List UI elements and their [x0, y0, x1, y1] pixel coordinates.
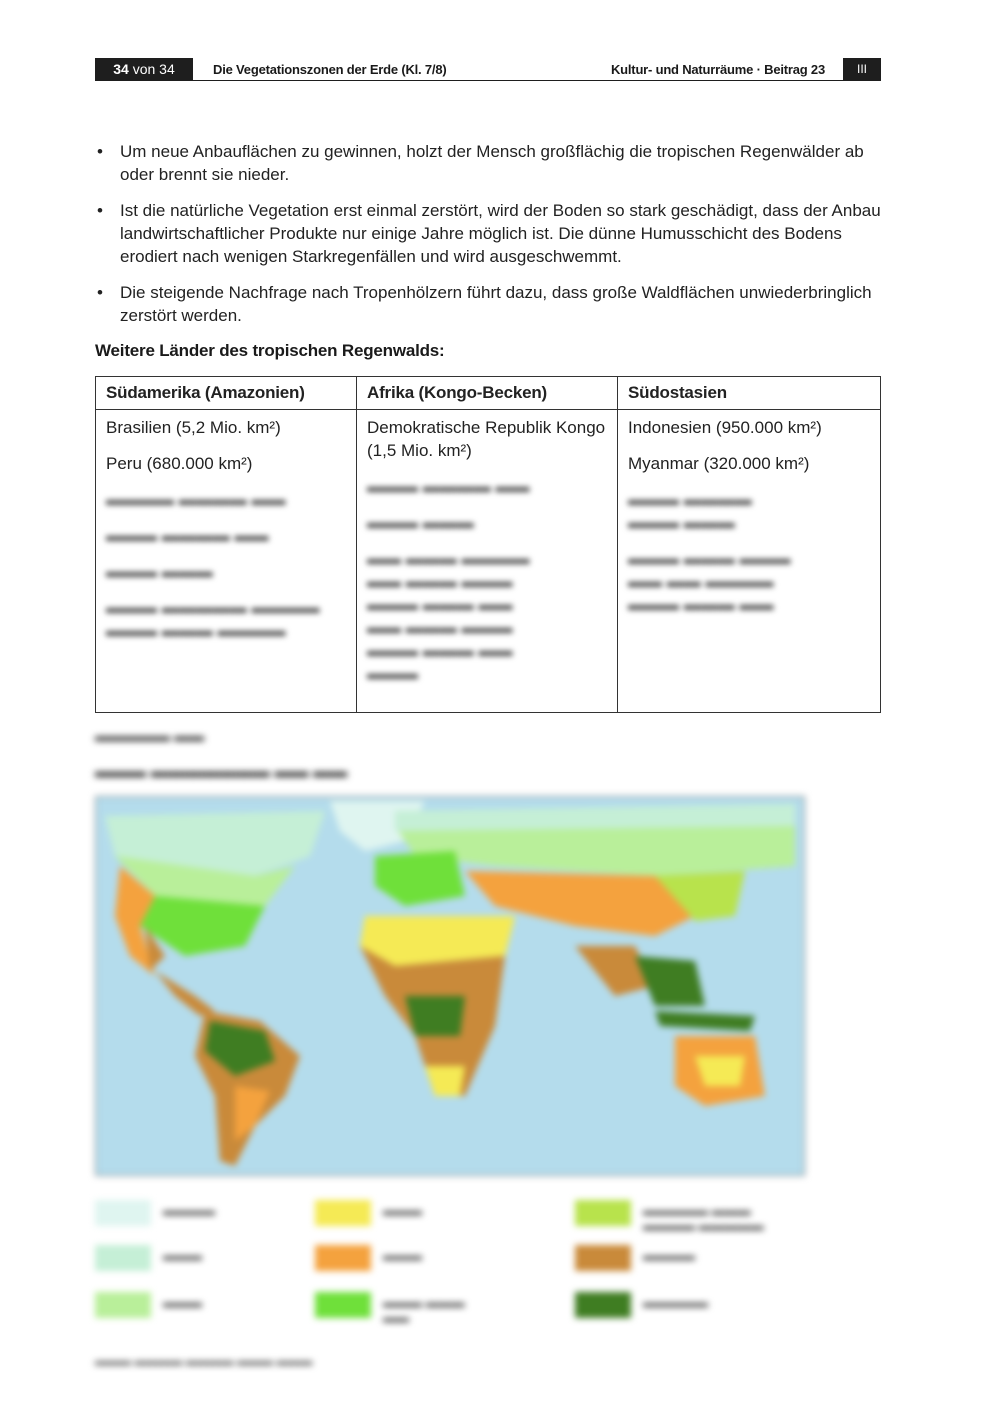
bullet-item: [95, 281, 885, 327]
bullet-item: [95, 199, 885, 268]
country-entry: Myanmar (320.000 km²): [628, 454, 810, 473]
blurred-line: ▬▬▬ ▬▬▬▬ ▬▬: [367, 477, 530, 496]
table-cell-south-america: [96, 410, 357, 713]
legend-swatch: [575, 1292, 631, 1318]
blurred-heading: ▬▬▬▬▬ ▬▬: [95, 728, 205, 745]
blurred-content: [106, 488, 346, 642]
blurred-line: ▬▬▬ ▬▬▬ ▬▬▬ ▬▬ ▬▬ ▬▬▬▬ ▬▬▬ ▬▬▬ ▬▬: [628, 549, 791, 614]
page-number-box: [95, 58, 193, 81]
page-header: [95, 58, 881, 81]
legend-label: ▬▬▬▬: [643, 1248, 695, 1263]
legend-label: ▬▬▬: [163, 1295, 202, 1310]
section-title: Weitere Länder des tropischen Regenwalds:: [95, 341, 445, 360]
bullet-icon: •: [97, 142, 103, 161]
legend-label: ▬▬▬: [163, 1248, 202, 1263]
column-header: Südostasien: [618, 377, 881, 410]
blurred-line: ▬▬▬ ▬▬▬: [367, 513, 474, 532]
blurred-line: ▬▬▬ ▬▬▬▬ ▬▬▬ ▬▬▬: [628, 490, 752, 532]
legend-swatch: [315, 1200, 371, 1226]
page-current: 34: [113, 61, 129, 77]
table-row: [96, 410, 881, 713]
legend-swatch: [95, 1245, 151, 1271]
bullet-item: [95, 140, 885, 186]
column-header: Afrika (Kongo-Becken): [357, 377, 618, 410]
blurred-content: [367, 475, 607, 685]
blurred-line: ▬▬▬▬ ▬▬▬▬ ▬▬: [106, 490, 286, 509]
blurred-line: ▬▬ ▬▬▬ ▬▬▬▬ ▬▬ ▬▬▬ ▬▬▬ ▬▬▬ ▬▬▬ ▬▬ ▬▬ ▬▬▬ ▬▬▬ ▬▬▬ ▬▬▬ ▬▬ ▬▬▬: [367, 549, 530, 683]
blurred-line: ▬▬▬ ▬▬▬: [106, 562, 213, 581]
legend-swatch: [95, 1200, 151, 1226]
legend-swatch: [315, 1292, 371, 1318]
legend-swatch: [315, 1245, 371, 1271]
header-rule: [95, 80, 843, 81]
legend-swatch: [95, 1292, 151, 1318]
country-entry: Peru (680.000 km²): [106, 454, 253, 473]
series-title: Kultur- und Naturräume · Beitrag 23: [610, 62, 825, 77]
legend-label: ▬▬▬▬▬: [643, 1295, 708, 1310]
legend-label: ▬▬▬▬▬ ▬▬▬ ▬▬▬▬ ▬▬▬▬▬: [643, 1203, 764, 1233]
page-total: 34: [159, 61, 175, 77]
legend-label: ▬▬▬▬: [163, 1203, 215, 1218]
bullet-text: Ist die natürliche Vegetation erst einmal zerstört, wird der Boden so stark geschädigt, dass der Anbau landwirtschaftlicher Produkte nur einige Jahre möglich ist. Die dünne Humusschicht des Bodens erodiert nach wenigen Starkregenfällen und wird ausgeschwemmt.: [120, 201, 881, 266]
blurred-footer: ▬▬▬ ▬▬▬▬ ▬▬▬▬ ▬▬▬ ▬▬▬: [95, 1354, 313, 1368]
map-legend: [95, 1195, 855, 1335]
document-title: Die Vegetationszonen der Erde (Kl. 7/8): [213, 62, 447, 77]
map-congo: [405, 996, 465, 1036]
legend-swatch: [575, 1200, 631, 1226]
bullet-text: Die steigende Nachfrage nach Tropenhölzern führt dazu, dass große Waldflächen unwiederbringlich zerstört werden.: [120, 283, 872, 325]
blurred-heading: ▬▬▬ ▬▬▬▬▬▬▬ ▬▬ ▬▬: [95, 762, 348, 781]
legend-label: ▬▬▬ ▬▬▬ ▬▬: [383, 1295, 465, 1325]
part-number: III: [843, 58, 881, 81]
table-header-row: [96, 377, 881, 410]
legend-swatch: [575, 1245, 631, 1271]
legend-label: ▬▬▬: [383, 1248, 422, 1263]
legend-label: ▬▬▬: [383, 1203, 422, 1218]
bullet-icon: •: [97, 283, 103, 302]
vegetation-world-map: [95, 796, 805, 1176]
bullet-icon: •: [97, 201, 103, 220]
bullet-text: Um neue Anbauflächen zu gewinnen, holzt der Mensch großflächig die tropischen Regenwälder ab oder brennt sie nieder.: [120, 142, 864, 184]
country-entry: Brasilien (5,2 Mio. km²): [106, 418, 281, 437]
table-cell-southeast-asia: [618, 410, 881, 713]
column-header: Südamerika (Amazonien): [96, 377, 357, 410]
blurred-line: ▬▬▬ ▬▬▬▬ ▬▬: [106, 526, 269, 545]
bullet-list: [95, 140, 885, 340]
country-entry: Indonesien (950.000 km²): [628, 418, 822, 437]
table-cell-africa: [357, 410, 618, 713]
blurred-line: ▬▬▬ ▬▬▬▬▬ ▬▬▬▬ ▬▬▬ ▬▬▬ ▬▬▬▬: [106, 598, 320, 640]
country-entry: Demokratische Republik Kongo (1,5 Mio. km²): [367, 418, 606, 460]
page-separator: von: [132, 61, 156, 77]
countries-table: [95, 376, 881, 713]
blurred-content: [628, 488, 870, 616]
